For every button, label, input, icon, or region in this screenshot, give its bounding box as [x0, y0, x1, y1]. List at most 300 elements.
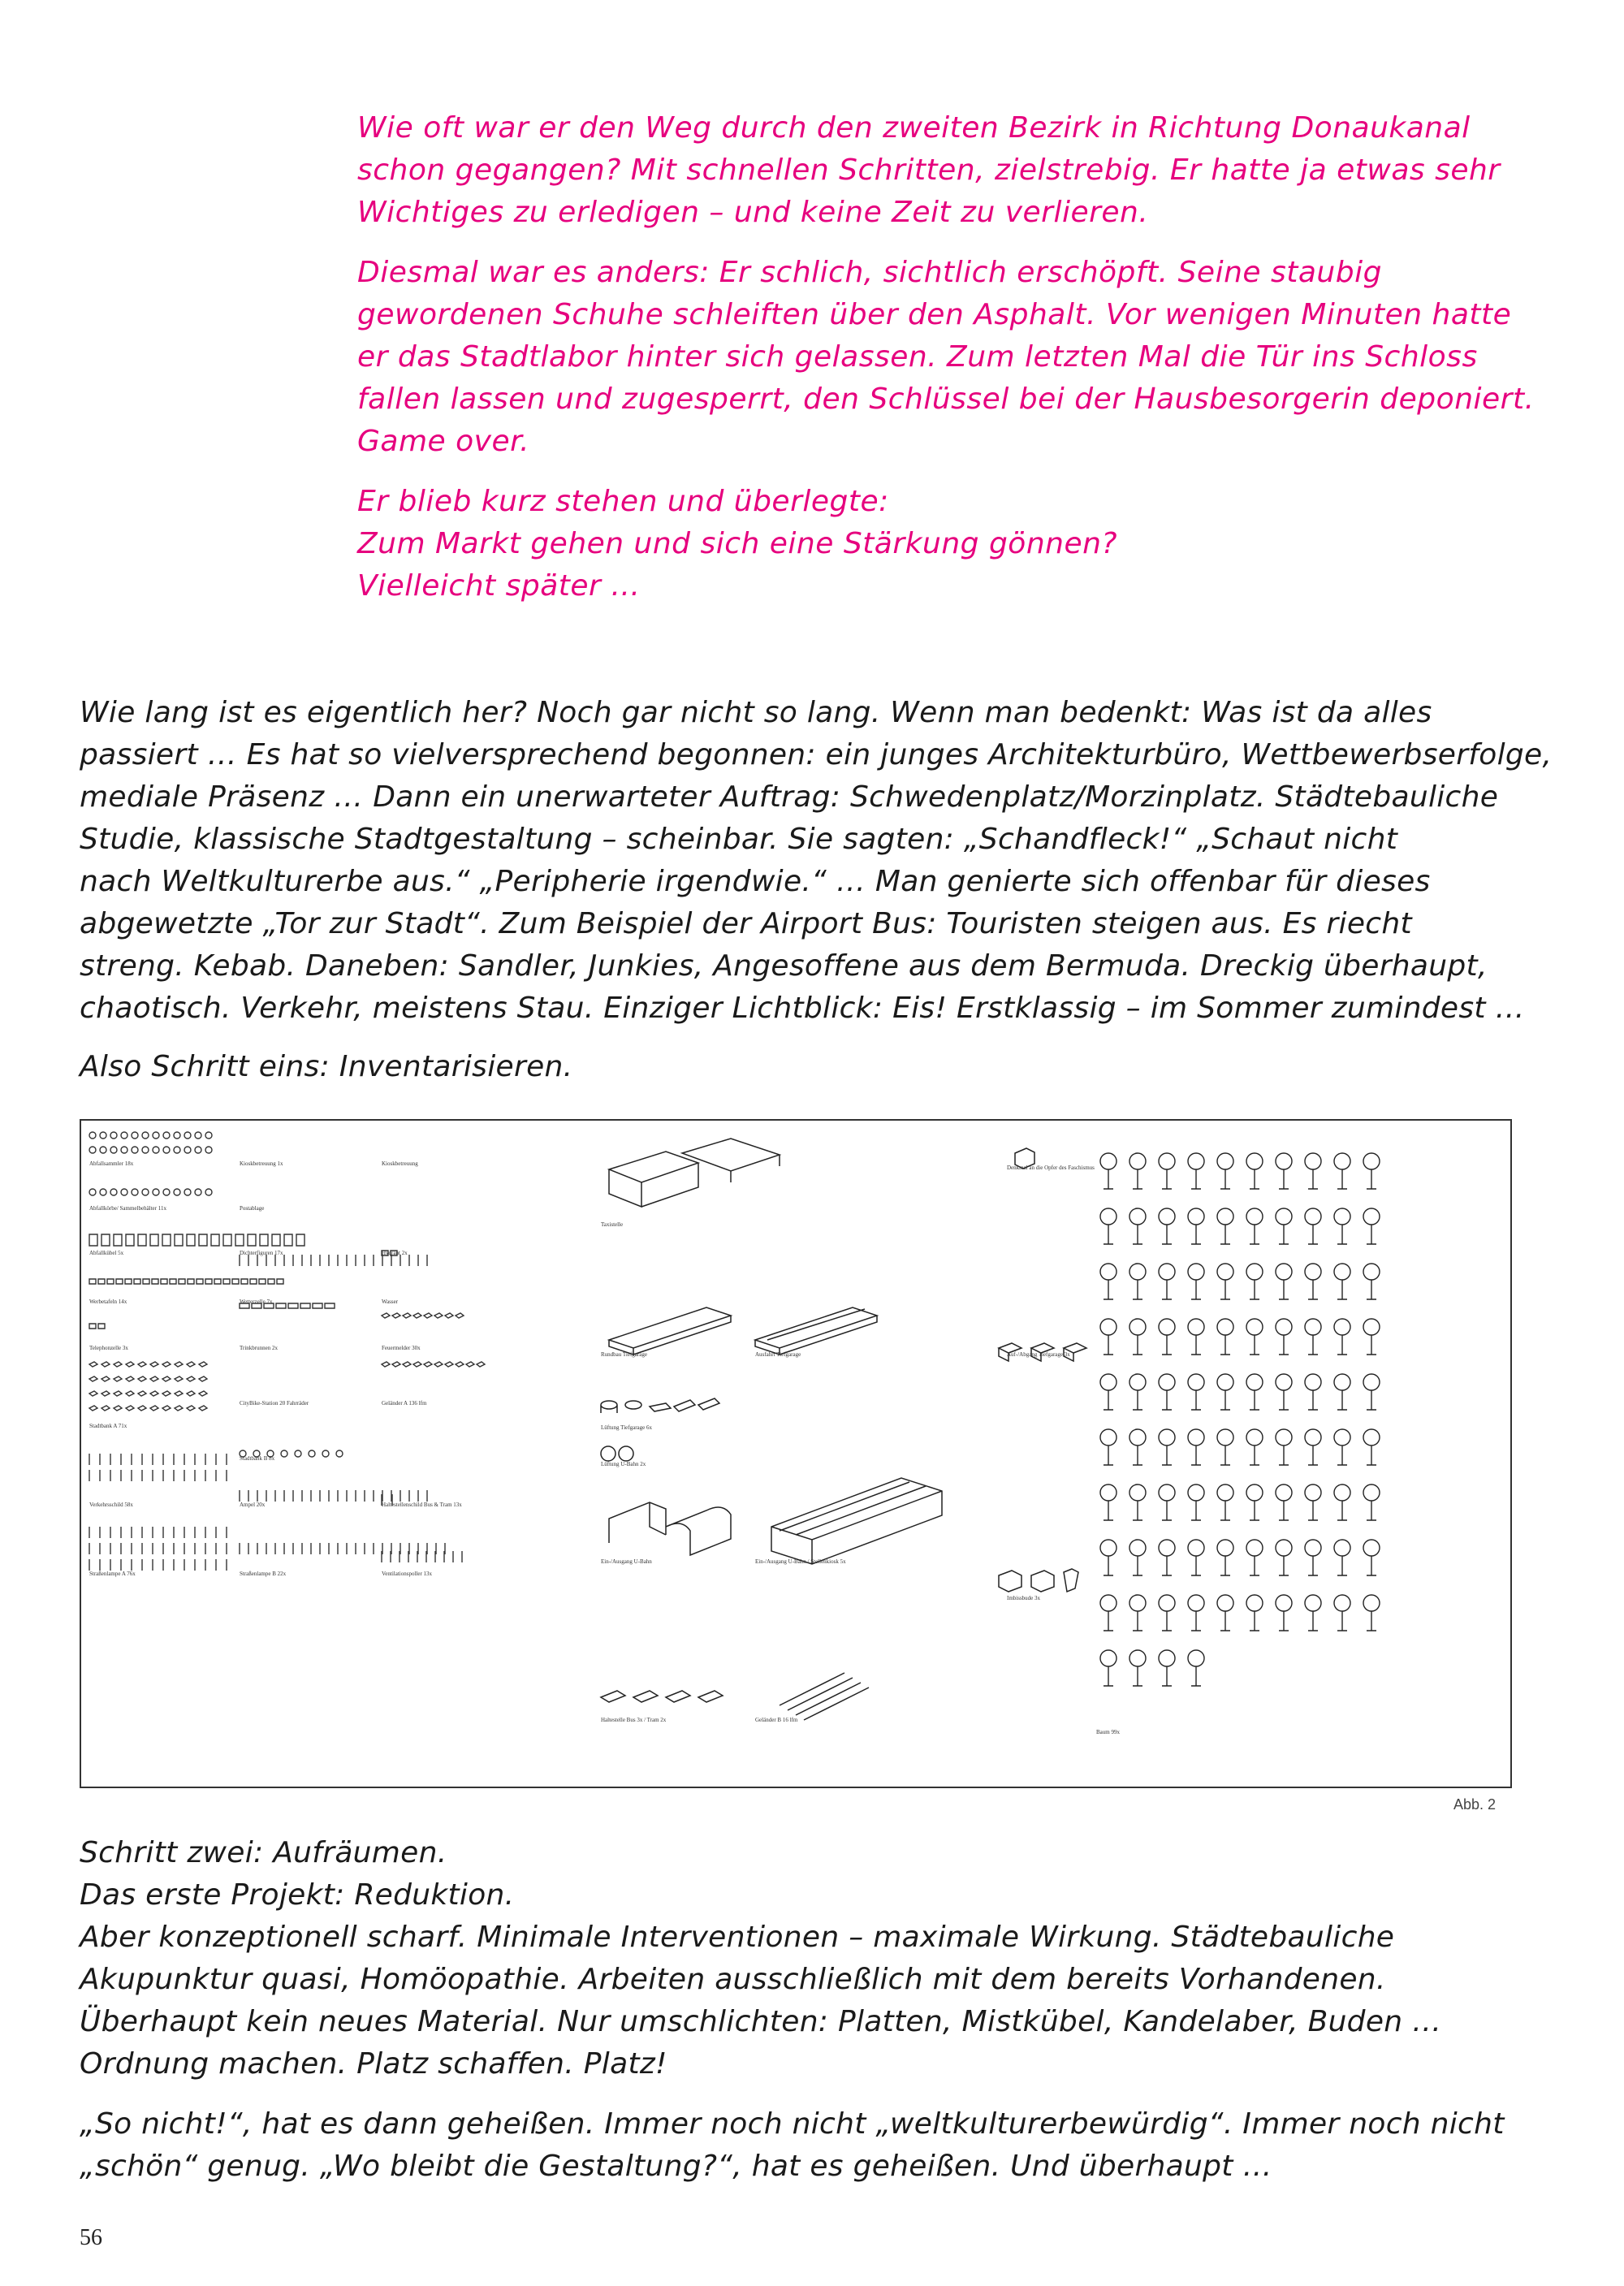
figure-label: Ein-/Ausgang U-Bahn — [601, 1558, 652, 1565]
figure-label: Taxistelle — [601, 1221, 624, 1228]
figure-label: Haltestelle Bus 3x / Tram 2x — [601, 1717, 667, 1723]
inventory-item-icon — [205, 1147, 212, 1153]
figure-label: Verkehrsschild 58x — [89, 1502, 133, 1508]
inventory-item-icon — [214, 1279, 221, 1284]
figure-label: Postablage — [240, 1205, 265, 1212]
tree-icon — [1334, 1595, 1350, 1631]
figure-label: Lüftung Tiefgarage 6x — [601, 1424, 652, 1431]
text-line: Vielleicht später … — [357, 569, 641, 603]
inventory-item-icon — [102, 1376, 110, 1381]
inventory-item-icon — [114, 1234, 122, 1246]
inventory-item-icon — [134, 1279, 140, 1284]
figure-label: Abfallkörbe/ Sammelbehälter 11x — [89, 1205, 166, 1212]
body-text-block-2 — [80, 1832, 1549, 2206]
figure-label: Lüftung U-Bahn 2x — [601, 1461, 646, 1467]
tree-icon — [1129, 1208, 1146, 1244]
inventory-item-icon — [138, 1391, 146, 1396]
inventory-item-icon — [162, 1391, 171, 1396]
inventory-item-icon — [126, 1391, 134, 1396]
inventory-item-icon — [277, 1279, 283, 1284]
inventory-item-icon — [309, 1450, 315, 1457]
figure-label: Ampel 20x — [240, 1502, 266, 1508]
tree-icon — [1246, 1374, 1263, 1410]
inventory-item-icon — [126, 1376, 134, 1381]
inventory-item-icon — [161, 1279, 167, 1284]
text-line: Studie, klassische Stadtgestaltung – scheinbar. Sie sagten: „Schandfleck!“ „Schaut nicht — [80, 823, 1398, 856]
inventory-item-icon — [121, 1147, 127, 1153]
text-line: Wie lang ist es eigentlich her? Noch gar nicht so lang. Wenn man bedenkt: Was ist da alles — [80, 696, 1432, 729]
inventory-item-icon — [199, 1376, 207, 1381]
tree-icon — [1334, 1540, 1350, 1575]
text-line: Er blieb kurz stehen und überlegte: — [357, 485, 889, 518]
tree-icon — [1188, 1429, 1204, 1465]
figure-label: Stadtbank A 71x — [89, 1423, 127, 1429]
tree-icon — [1159, 1484, 1175, 1520]
tree-icon — [1129, 1374, 1146, 1410]
inventory-item-icon — [403, 1362, 411, 1367]
tree-icon — [1334, 1153, 1350, 1189]
inventory-item-icon — [205, 1279, 212, 1284]
figure-label: Kioskbetreuung 1x — [240, 1160, 283, 1167]
inventory-item-icon — [268, 1279, 274, 1284]
inventory-item-icon — [175, 1391, 183, 1396]
text-line: streng. Kebab. Daneben: Sandler, Junkies, Angesoffene aus dem Bermuda. Dreckig überhaupt, — [80, 949, 1488, 983]
tree-icon — [1276, 1319, 1292, 1355]
tree-icon — [1305, 1374, 1321, 1410]
body-text-block-1 — [80, 692, 1553, 1104]
inventory-item-icon — [295, 1450, 301, 1457]
tree-icon — [1129, 1484, 1146, 1520]
inventory-item-icon — [126, 1362, 134, 1367]
inventory-item-icon — [284, 1234, 292, 1246]
text-line: mediale Präsenz … Dann ein unerwarteter Auftrag: Schwedenplatz/Morzinplatz. Städtebauliche — [80, 780, 1499, 814]
tree-icon — [1334, 1374, 1350, 1410]
tree-icon — [1159, 1153, 1175, 1189]
figure-label: Wetterzelle 7x — [240, 1299, 273, 1305]
inventory-item-icon — [142, 1189, 149, 1195]
inventory-item-icon — [195, 1189, 201, 1195]
tree-icon — [1100, 1374, 1116, 1410]
text-line: abgewetzte „Tor zur Stadt“. Zum Beispiel der Airport Bus: Touristen steigen aus. Es riecht — [80, 907, 1412, 940]
inventory-item-icon — [114, 1406, 122, 1411]
text-line: Zum Markt gehen und sich eine Stärkung gönnen? — [357, 527, 1118, 560]
inventory-item-icon — [434, 1362, 443, 1367]
inventory-item-icon — [187, 1376, 195, 1381]
tree-icon — [1188, 1540, 1204, 1575]
inventory-item-icon — [322, 1450, 329, 1457]
tree-icon — [1334, 1264, 1350, 1299]
inventory-item-icon — [211, 1234, 219, 1246]
inventory-item-icon — [336, 1450, 343, 1457]
intro-paragraph — [357, 252, 1535, 463]
inventory-item-icon — [175, 1406, 183, 1411]
text-line: Aber konzeptionell scharf. Minimale Interventionen – maximale Wirkung. Städtebauliche — [80, 1921, 1395, 1954]
tree-icon — [1100, 1540, 1116, 1575]
inventory-item-icon — [296, 1234, 304, 1246]
figure-label: Stadtbank B 8x — [240, 1455, 275, 1462]
inventory-item-icon — [184, 1189, 191, 1195]
inventory-item-icon — [424, 1362, 432, 1367]
tree-icon — [1100, 1153, 1116, 1189]
tree-icon — [1305, 1540, 1321, 1575]
inventory-item-icon — [187, 1362, 195, 1367]
tree-icon — [1334, 1208, 1350, 1244]
figure-label: Feuermelder 30x — [382, 1345, 421, 1351]
inventory-figure — [80, 1119, 1512, 1788]
tree-icon — [1100, 1650, 1116, 1686]
tree-icon — [1363, 1264, 1380, 1299]
inventory-item-icon — [456, 1362, 464, 1367]
inventory-item-icon — [153, 1189, 159, 1195]
figure-labels — [89, 1160, 1120, 1735]
tree-icon — [1159, 1319, 1175, 1355]
inventory-item-icon — [205, 1132, 212, 1139]
tree-icon — [1246, 1319, 1263, 1355]
inventory-item-icon — [477, 1362, 485, 1367]
tree-icon — [1188, 1319, 1204, 1355]
inventory-item-icon — [100, 1189, 106, 1195]
inventory-item-icon — [143, 1279, 149, 1284]
intro-paragraph — [357, 107, 1510, 234]
text-line: Ordnung machen. Platz schaffen. Platz! — [80, 2047, 667, 2081]
inventory-item-icon — [424, 1313, 432, 1318]
figure-label: Haltestellenschild Bus & Tram 13x — [382, 1502, 462, 1508]
inventory-item-icon — [89, 1376, 97, 1381]
tree-icon — [1217, 1540, 1233, 1575]
figure-label: Geländer A 136 lfm — [382, 1400, 427, 1407]
tree-icon — [1188, 1595, 1204, 1631]
tree-icon — [1100, 1264, 1116, 1299]
inventory-item-icon — [188, 1279, 194, 1284]
text-line: passiert … Es hat so vielversprechend begonnen: ein junges Architekturbüro, Wettbewerbserfolge, — [80, 738, 1553, 771]
tree-icon — [1188, 1484, 1204, 1520]
inventory-item-icon — [175, 1362, 183, 1367]
inventory-item-icon — [107, 1279, 114, 1284]
text-line: fallen lassen und zugesperrt, den Schlüssel bei der Hausbesorgerin deponiert. — [357, 382, 1535, 416]
inventory-item-icon — [248, 1234, 256, 1246]
inventory-item-icon — [456, 1313, 464, 1318]
tree-icon — [1129, 1264, 1146, 1299]
inventory-item-icon — [102, 1406, 110, 1411]
figure-label: Abfallsammler 18x — [89, 1160, 134, 1167]
inventory-item-icon — [100, 1132, 106, 1139]
inventory-item-icon — [163, 1189, 170, 1195]
tree-icon — [1334, 1429, 1350, 1465]
inventory-item-icon — [114, 1391, 122, 1396]
tree-icon — [1188, 1208, 1204, 1244]
inventory-item-icon — [152, 1279, 158, 1284]
inventory-item-icon — [187, 1391, 195, 1396]
inventory-item-icon — [150, 1406, 158, 1411]
inventory-item-icon — [121, 1189, 127, 1195]
tree-icon — [1159, 1429, 1175, 1465]
figure-label: Geländer B 16 lfm — [755, 1717, 798, 1723]
inventory-item-icon — [126, 1406, 134, 1411]
inventory-item-icon — [89, 1391, 97, 1396]
inventory-item-icon — [382, 1313, 390, 1318]
inventory-item-icon — [179, 1279, 185, 1284]
inventory-item-icon — [89, 1132, 96, 1139]
tree-icon — [1217, 1429, 1233, 1465]
tree-icon — [1363, 1484, 1380, 1520]
inventory-item-icon — [300, 1303, 310, 1308]
tree-icon — [1217, 1264, 1233, 1299]
inventory-item-icon — [89, 1279, 96, 1284]
tree-icon — [1276, 1153, 1292, 1189]
inventory-item-icon — [110, 1147, 117, 1153]
tree-icon — [1159, 1374, 1175, 1410]
inventory-item-icon — [199, 1406, 207, 1411]
inventory-drawing — [81, 1121, 1510, 1787]
tree-icon — [1217, 1595, 1233, 1631]
tree-icon — [1363, 1540, 1380, 1575]
inventory-item-icon — [466, 1362, 474, 1367]
tree-icon — [1246, 1153, 1263, 1189]
tree-icon — [1129, 1429, 1146, 1465]
page-number: 56 — [80, 2225, 102, 2250]
figure-label: Telephonzelle 3x — [89, 1345, 128, 1351]
inventory-item-icon — [163, 1147, 170, 1153]
tree-icon — [1100, 1208, 1116, 1244]
inventory-item-icon — [187, 1406, 195, 1411]
tree-icon — [1276, 1374, 1292, 1410]
inventory-item-icon — [174, 1147, 180, 1153]
tree-icon — [1246, 1595, 1263, 1631]
inventory-item-icon — [162, 1234, 171, 1246]
tree-icon — [1334, 1484, 1350, 1520]
tree-icon — [1159, 1595, 1175, 1631]
tree-icon — [1188, 1374, 1204, 1410]
inventory-item-icon — [150, 1234, 158, 1246]
inventory-item-icon — [170, 1279, 176, 1284]
text-line: chaotisch. Verkehr, meistens Stau. Einziger Lichtblick: Eis! Erstklassig – im Sommer zumindest … — [80, 992, 1525, 1025]
inventory-item-icon — [184, 1147, 191, 1153]
tree-icon — [1305, 1595, 1321, 1631]
inventory-item-icon — [259, 1279, 266, 1284]
intro-paragraph — [357, 481, 1510, 607]
figure-label: Hydrant 2x — [382, 1250, 408, 1256]
text-line: Diesmal war es anders: Er schlich, sichtlich erschöpft. Seine staubig — [357, 256, 1382, 289]
inventory-item-icon — [132, 1189, 138, 1195]
inventory-item-icon — [313, 1303, 322, 1308]
tree-icon — [1159, 1208, 1175, 1244]
tree-icon — [1246, 1484, 1263, 1520]
inventory-item-icon — [199, 1391, 207, 1396]
inventory-item-icon — [89, 1234, 97, 1246]
inventory-item-icon — [138, 1234, 146, 1246]
figure-label: Werbetafeln 14x — [89, 1299, 127, 1305]
text-line: „So nicht!“, hat es dann geheißen. Immer noch nicht „weltkulturerbewürdig“. Immer noch nicht — [80, 2107, 1505, 2141]
inventory-item-icon — [235, 1234, 244, 1246]
inventory-item-icon — [89, 1189, 96, 1195]
tree-icon — [1305, 1484, 1321, 1520]
inventory-item-icon — [89, 1324, 96, 1329]
text-line: Wichtiges zu erledigen – und keine Zeit zu verlieren. — [357, 196, 1149, 229]
figure-label: Ventilationspoller 13x — [382, 1571, 433, 1577]
tree-icon — [1276, 1540, 1292, 1575]
inventory-item-icon — [89, 1406, 97, 1411]
figure-label: Ausfahrt Tiefgarage — [755, 1351, 801, 1358]
figure-label: Baum 99x — [1096, 1729, 1120, 1735]
figure-label: Dichterfiguren 17x — [240, 1250, 283, 1256]
body2-paragraph — [80, 1832, 1549, 2085]
tree-icon — [1129, 1595, 1146, 1631]
inventory-item-icon — [142, 1147, 149, 1153]
inventory-item-icon — [223, 1234, 231, 1246]
inventory-item-icon — [184, 1132, 191, 1139]
tree-icon — [1363, 1208, 1380, 1244]
inventory-item-icon — [382, 1362, 390, 1367]
figure-label: Kioskbetreuung — [382, 1160, 418, 1167]
inventory-item-icon — [205, 1189, 212, 1195]
tree-icon — [1159, 1650, 1175, 1686]
text-line: er das Stadtlabor hinter sich gelassen. Zum letzten Mal die Tür ins Schloss — [357, 340, 1478, 374]
text-line: Also Schritt eins: Inventarisieren. — [80, 1050, 573, 1083]
tree-icon — [1363, 1429, 1380, 1465]
inventory-item-icon — [89, 1147, 96, 1153]
inventory-item-icon — [223, 1279, 230, 1284]
tree-icon — [1217, 1319, 1233, 1355]
inventory-item-icon — [150, 1376, 158, 1381]
inventory-item-icon — [276, 1303, 286, 1308]
tree-icon — [1276, 1208, 1292, 1244]
inventory-item-icon — [162, 1376, 171, 1381]
inventory-item-icon — [110, 1132, 117, 1139]
inventory-item-icon — [138, 1376, 146, 1381]
tree-icon — [1129, 1540, 1146, 1575]
tree-icon — [1100, 1595, 1116, 1631]
text-line: gewordenen Schuhe schleiften über den Asphalt. Vor wenigen Minuten hatte — [357, 298, 1512, 331]
body1-paragraph — [80, 692, 1553, 1030]
inventory-item-icon — [153, 1132, 159, 1139]
tree-icon — [1159, 1264, 1175, 1299]
text-line: schon gegangen? Mit schnellen Schritten, zielstrebig. Er hatte ja etwas sehr — [357, 153, 1501, 187]
inventory-item-icon — [288, 1303, 298, 1308]
figure-label: CityBike-Station 20 Fahrräder — [240, 1400, 309, 1407]
inventory-item-icon — [102, 1234, 110, 1246]
text-line: Akupunktur quasi, Homöopathie. Arbeiten ausschließlich mit dem bereits Vorhandenen. — [80, 1963, 1386, 1996]
inventory-item-icon — [434, 1313, 443, 1318]
tree-icon — [1188, 1264, 1204, 1299]
tree-icon — [1129, 1153, 1146, 1189]
inventory-item-icon — [162, 1406, 171, 1411]
inventory-item-icon — [125, 1279, 132, 1284]
inventory-item-icon — [142, 1132, 149, 1139]
text-line: Schritt zwei: Aufräumen. — [80, 1836, 447, 1869]
tree-icon — [1246, 1540, 1263, 1575]
inventory-item-icon — [403, 1313, 411, 1318]
tree-icon — [1276, 1264, 1292, 1299]
tree-icon — [1246, 1429, 1263, 1465]
inventory-item-icon — [232, 1279, 239, 1284]
tree-icon — [1188, 1153, 1204, 1189]
tree-icon — [1305, 1319, 1321, 1355]
figure-label: Trinkbrunnen 2x — [240, 1345, 278, 1351]
inventory-item-icon — [138, 1362, 146, 1367]
inventory-item-icon — [175, 1376, 183, 1381]
inventory-item-icon — [163, 1132, 170, 1139]
figure-label: Straßenlampe B 22x — [240, 1571, 287, 1577]
inventory-item-icon — [199, 1362, 207, 1367]
figure-label: Ein-/Ausgang U-Bahn / Stellenkiosk 5x — [755, 1558, 846, 1565]
figure-label: Straßenlampe A 76x — [89, 1571, 136, 1577]
inventory-item-icon — [121, 1132, 127, 1139]
inventory-item-icon — [325, 1303, 335, 1308]
tree-icon — [1334, 1319, 1350, 1355]
figure-label: Denkmal an die Opfer des Faschismus — [1007, 1165, 1095, 1171]
inventory-item-icon — [445, 1313, 453, 1318]
inventory-item-icon — [174, 1189, 180, 1195]
inventory-item-icon — [392, 1362, 400, 1367]
inventory-item-icon — [195, 1147, 201, 1153]
inventory-item-icon — [413, 1313, 421, 1318]
tree-icon — [1363, 1319, 1380, 1355]
tree-icon — [1305, 1208, 1321, 1244]
inventory-item-icon — [110, 1189, 117, 1195]
inventory-item-icon — [199, 1234, 207, 1246]
tree-icon — [1129, 1319, 1146, 1355]
inventory-item-icon — [162, 1362, 171, 1367]
figure-label: Rundbau Tiefgarage — [601, 1351, 647, 1358]
text-line: Überhaupt kein neues Material. Nur umschlichten: Platten, Mistkübel, Kandelaber, Buden … — [80, 2005, 1442, 2038]
tree-icon — [1276, 1595, 1292, 1631]
inventory-item-icon — [272, 1234, 280, 1246]
tree-icon — [1363, 1374, 1380, 1410]
inventory-item-icon — [98, 1324, 105, 1329]
tree-icon — [1276, 1484, 1292, 1520]
text-line: Game over. — [357, 425, 530, 458]
tree-icon — [1100, 1484, 1116, 1520]
tree-icon — [1129, 1650, 1146, 1686]
inventory-item-icon — [100, 1147, 106, 1153]
inventory-item-icon — [126, 1234, 134, 1246]
tree-icon — [1305, 1264, 1321, 1299]
figure-label: Wasser — [382, 1299, 399, 1305]
text-line: Das erste Projekt: Reduktion. — [80, 1878, 515, 1912]
inventory-item-icon — [174, 1132, 180, 1139]
text-line: „schön“ genug. „Wo bleibt die Gestaltung?“, hat es geheißen. Und überhaupt … — [80, 2150, 1272, 2183]
inventory-item-icon — [102, 1391, 110, 1396]
figure-caption: Abb. 2 — [1453, 1796, 1497, 1813]
figure-label: Auf-/Abgang Tiefgarage 3x — [1007, 1351, 1070, 1358]
tree-icon — [1217, 1374, 1233, 1410]
body2-paragraph — [80, 2103, 1549, 2188]
inventory-item-icon — [114, 1376, 122, 1381]
inventory-item-icon — [241, 1279, 248, 1284]
inventory-item-icon — [138, 1406, 146, 1411]
inventory-item-icon — [197, 1279, 203, 1284]
inventory-item-icon — [114, 1362, 122, 1367]
inventory-item-icon — [89, 1362, 97, 1367]
isometric-drawings — [601, 1139, 1086, 1720]
inventory-item-icon — [445, 1362, 453, 1367]
tree-icon — [1246, 1264, 1263, 1299]
text-line: nach Weltkulturerbe aus.“ „Peripherie irgendwie.“ … Man genierte sich offenbar für dieses — [80, 865, 1431, 898]
body1-paragraph — [80, 1046, 1549, 1088]
tree-grid — [1100, 1153, 1380, 1686]
inventory-item-icon — [153, 1147, 159, 1153]
tree-icon — [1276, 1429, 1292, 1465]
inventory-item-icon — [250, 1279, 257, 1284]
inventory-item-icon — [102, 1362, 110, 1367]
tree-icon — [1100, 1429, 1116, 1465]
text-line: Wie oft war er den Weg durch den zweiten Bezirk in Richtung Donaukanal — [357, 111, 1471, 145]
tree-icon — [1363, 1153, 1380, 1189]
inventory-item-icon — [132, 1132, 138, 1139]
tree-icon — [1246, 1208, 1263, 1244]
inventory-item-icon — [413, 1362, 421, 1367]
inventory-item-icon — [187, 1234, 195, 1246]
